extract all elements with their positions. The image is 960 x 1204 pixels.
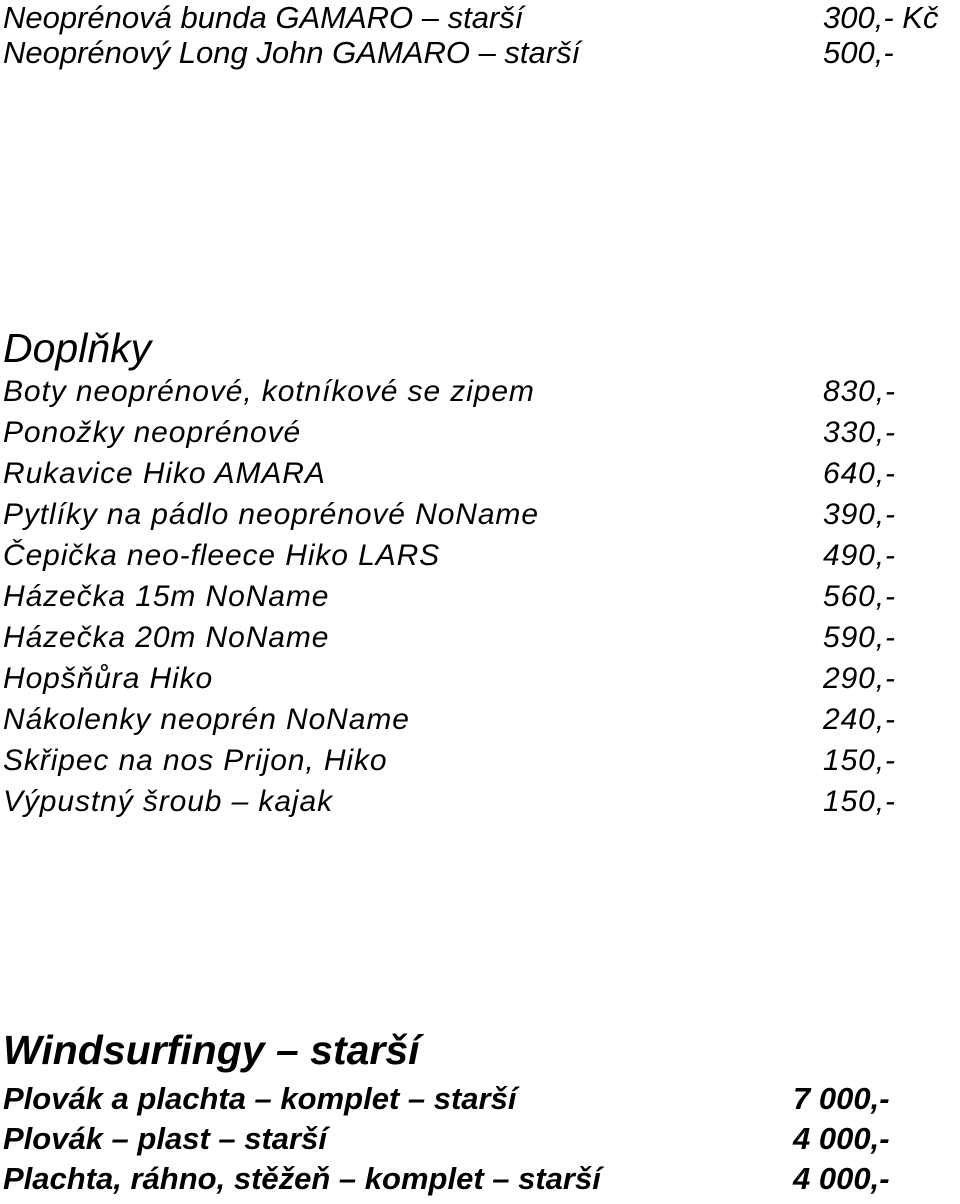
item-name: Skřipec na nos Prijon, Hiko [3, 744, 388, 777]
item-price: 640,- [823, 457, 896, 490]
item-name: Výpustný šroub – kajak [3, 785, 333, 818]
item-price: 150,- [823, 785, 896, 818]
item-price: 290,- [823, 662, 896, 695]
item-price: 240,- [823, 703, 896, 736]
item-price: 590,- [823, 621, 896, 654]
item-price: 330,- [823, 416, 896, 449]
item-price: 830,- [823, 375, 896, 408]
item-price: 500,- [823, 35, 894, 70]
item-name: Házečka 15m NoName [3, 580, 330, 613]
item-name: Ponožky neoprénové [3, 416, 302, 449]
item-price: 150,- [823, 744, 896, 777]
item-name: Házečka 20m NoName [3, 621, 330, 654]
item-name: Rukavice Hiko AMARA [3, 457, 326, 490]
item-name: Neoprénový Long John GAMARO – starší [3, 35, 581, 70]
item-name: Čepička neo-fleece Hiko LARS [3, 539, 441, 572]
item-name: Plachta, ráhno, stěžeň – komplet – starší [3, 1161, 601, 1196]
item-name: Neoprénová bunda GAMARO – starší [3, 0, 524, 35]
item-name: Pytlíky na pádlo neoprénové NoName [3, 498, 539, 531]
item-name: Boty neoprénové, kotníkové se zipem [3, 375, 535, 408]
item-price: 300,- Kč [823, 0, 939, 35]
item-price: 7 000,- [793, 1081, 890, 1116]
item-price: 490,- [823, 539, 896, 572]
item-price: 390,- [823, 498, 896, 531]
item-price: 4 000,- [793, 1161, 890, 1196]
section-title-windsurfingy: Windsurfingy – starší [3, 1027, 420, 1073]
item-price: 560,- [823, 580, 896, 613]
item-price: 4 000,- [793, 1121, 890, 1156]
item-name: Plovák a plachta – komplet – starší [3, 1081, 517, 1116]
section-title-doplnky: Doplňky [3, 325, 152, 371]
item-name: Hopšňůra Hiko [3, 662, 214, 695]
item-name: Nákolenky neoprén NoName [3, 703, 410, 736]
item-name: Plovák – plast – starší [3, 1121, 327, 1156]
